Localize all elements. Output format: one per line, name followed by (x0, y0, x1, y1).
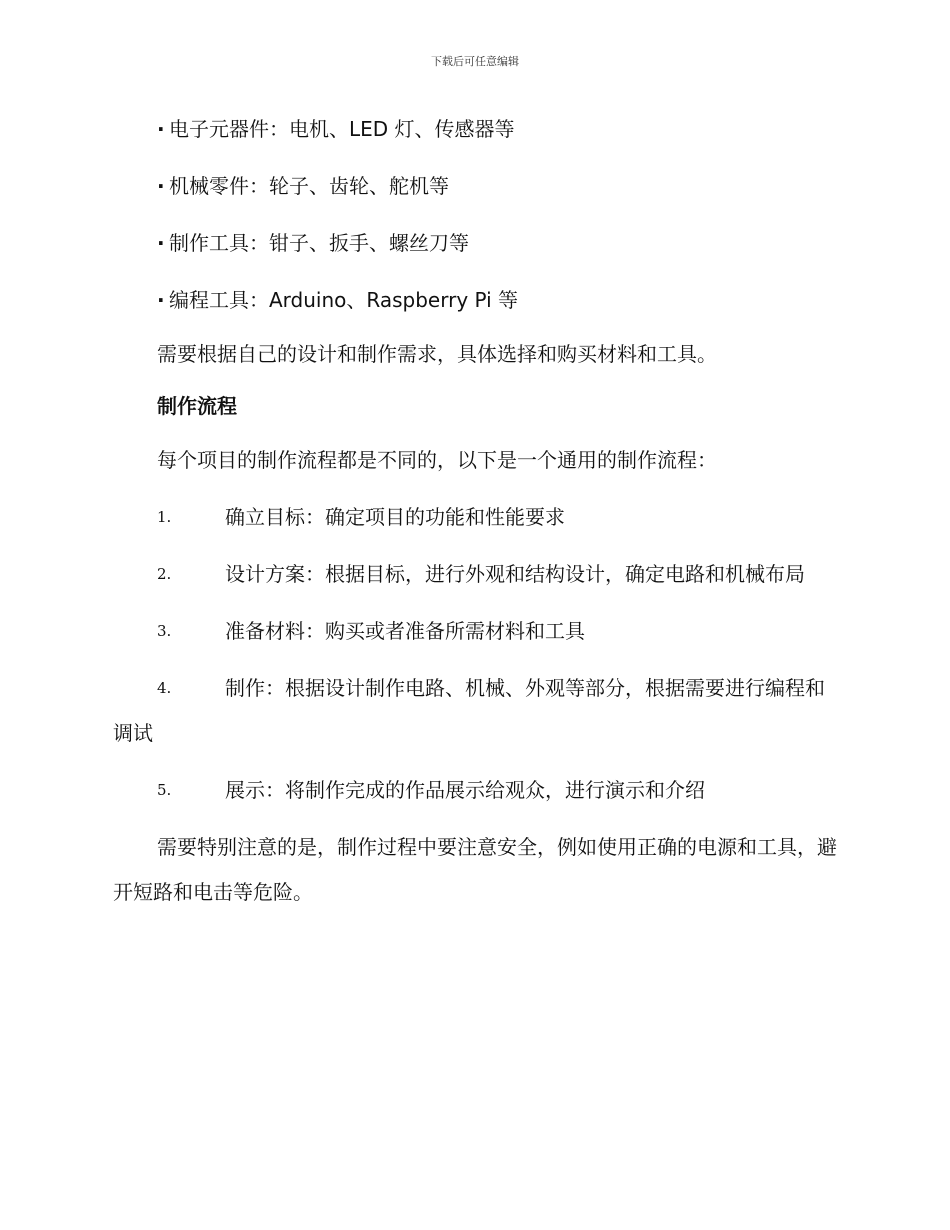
page-header: 下载后可任意编辑 (431, 55, 519, 68)
bullet-text: 制作工具：钳子、扳手、螺丝刀等 (169, 231, 469, 255)
section-heading: 制作流程 (157, 394, 237, 418)
document-body (113, 112, 838, 927)
bullet-text: 电子元器件：电机、LED 灯、传感器等 (169, 117, 515, 141)
step-item-3 (113, 609, 838, 654)
step-text: 确立目标：确定项目的功能和性能要求 (225, 505, 565, 529)
step-number: 5. (157, 781, 172, 799)
step-item-5 (113, 768, 838, 813)
bullet-dot: · (157, 174, 165, 198)
step-item-4 (113, 666, 838, 756)
step-number: 4. (157, 679, 172, 697)
process-intro-paragraph: 每个项目的制作流程都是不同的，以下是一个通用的制作流程： (157, 448, 717, 472)
bullet-item-electronics (113, 112, 838, 146)
bullet-dot: · (157, 288, 165, 312)
safety-note-paragraph: 需要特别注意的是，制作过程中要注意安全，例如使用正确的电源和工具，避开短路和电击等危险。 (113, 835, 837, 904)
step-text: 设计方案：根据目标，进行外观和结构设计，确定电路和机械布局 (225, 562, 805, 586)
step-item-2 (113, 552, 838, 597)
step-number: 1. (157, 508, 172, 526)
step-text: 展示：将制作完成的作品展示给观众，进行演示和介绍 (225, 778, 705, 802)
bullet-dot: · (157, 117, 165, 141)
step-text: 准备材料：购买或者准备所需材料和工具 (225, 619, 585, 643)
bullet-item-mechanical (113, 169, 838, 203)
bullet-item-tools (113, 226, 838, 260)
step-item-1 (113, 495, 838, 540)
bullet-text: 机械零件：轮子、齿轮、舵机等 (169, 174, 449, 198)
bullet-text: 编程工具：Arduino、Raspberry Pi 等 (169, 288, 519, 312)
step-text: 制作：根据设计制作电路、机械、外观等部分，根据需要进行编程和调试 (113, 676, 825, 745)
bullet-item-programming (113, 283, 838, 317)
materials-note-paragraph: 需要根据自己的设计和制作需求，具体选择和购买材料和工具。 (157, 342, 717, 366)
step-number: 3. (157, 622, 172, 640)
step-number: 2. (157, 565, 172, 583)
bullet-dot: · (157, 231, 165, 255)
